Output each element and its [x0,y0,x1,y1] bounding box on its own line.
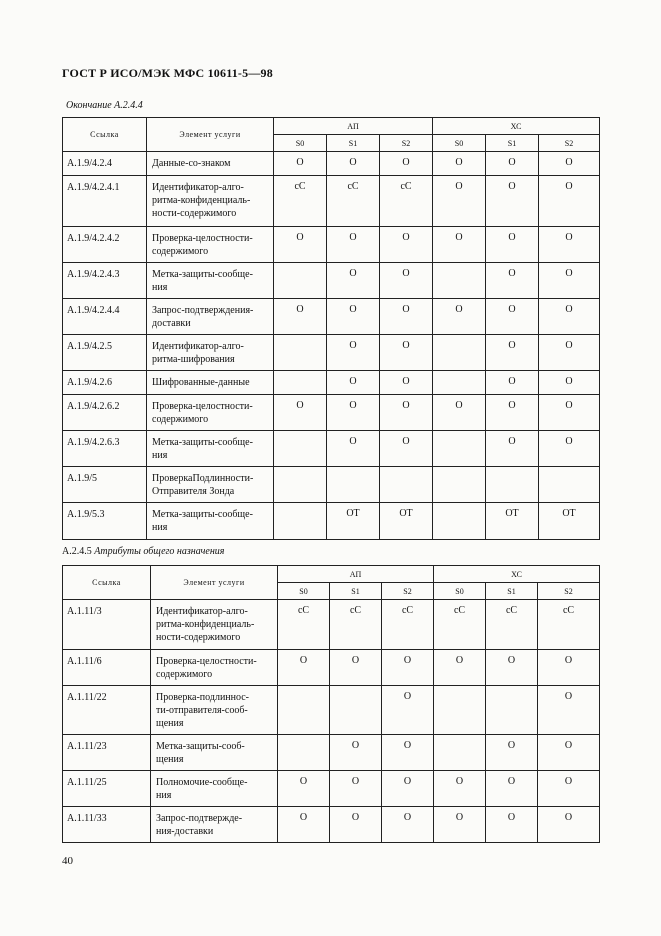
row-value: OT [380,503,433,540]
row-value [434,686,486,735]
row-service-element: Идентификатор-алго- ритма-конфиденциаль- ности-содержимого [151,600,278,650]
table-row [63,503,600,540]
row-value [486,686,538,735]
row-value: cC [330,600,382,650]
row-service-element: Проверка-целостности- содержимого [147,227,274,263]
row-value: O [434,650,486,686]
row-value [486,467,539,503]
page-number: 40 [62,855,73,867]
row-value: O [486,807,538,843]
column-header-ref: Ссылка [63,566,151,600]
row-value [274,431,327,467]
row-value: O [434,807,486,843]
sub-header: S1 [330,583,382,600]
row-value: O [327,152,380,176]
row-value: O [274,227,327,263]
row-value: O [382,650,434,686]
row-value: O [380,335,433,371]
row-value: O [380,371,433,395]
sub-header: S0 [434,583,486,600]
row-value: O [486,371,539,395]
table1-caption: Окончание А.2.4.4 [66,100,143,111]
row-value: O [382,807,434,843]
table-row [63,600,600,650]
table-row [63,227,600,263]
row-reference: A.1.9/4.2.5 [63,335,147,371]
sub-header: S1 [486,135,539,152]
row-reference: A.1.9/4.2.6.2 [63,395,147,431]
row-reference: A.1.9/4.2.4.2 [63,227,147,263]
row-value [539,467,600,503]
row-value: O [327,371,380,395]
row-reference: A.1.11/6 [63,650,151,686]
row-value: O [380,227,433,263]
row-service-element: Проверка-подлиннос- ти-отправителя-сооб- щения [151,686,278,735]
row-reference: A.1.11/23 [63,735,151,771]
table2-caption [62,546,224,557]
row-value: cC [434,600,486,650]
row-reference: A.1.9/4.2.4.1 [63,176,147,227]
row-value: O [539,227,600,263]
column-header-element: Элемент услуги [147,118,274,152]
table2-caption-title: Атрибуты общего назначения [94,546,225,557]
row-value: O [380,395,433,431]
row-reference: A.1.9/4.2.6 [63,371,147,395]
row-value: O [539,371,600,395]
row-value: O [380,263,433,299]
row-value: O [486,227,539,263]
row-value: O [327,395,380,431]
sub-header: S2 [382,583,434,600]
table-row [63,650,600,686]
table-row [63,335,600,371]
row-value: O [434,771,486,807]
row-value [274,263,327,299]
row-reference: A.1.11/22 [63,686,151,735]
row-value: O [278,650,330,686]
row-value [278,686,330,735]
row-value: O [380,431,433,467]
row-reference: A.1.9/5.3 [63,503,147,540]
group-header-xc: ХС [433,118,600,135]
row-value: O [539,263,600,299]
row-value: O [539,299,600,335]
row-service-element: ПроверкаПодлинности- Отправителя Зонда [147,467,274,503]
row-service-element: Запрос-подтверждения- доставки [147,299,274,335]
row-service-element: Запрос-подтвержде- ния-доставки [151,807,278,843]
table-2 [62,565,600,843]
row-value: O [486,299,539,335]
group-header-xc: ХС [434,566,600,583]
table-row [63,395,600,431]
row-value: O [433,395,486,431]
table-row [63,467,600,503]
row-value: O [486,263,539,299]
table-row [63,371,600,395]
row-value: O [433,152,486,176]
table2-caption-number: A.2.4.5 [62,546,92,557]
column-header-ref: Ссылка [63,118,147,152]
table-row [63,686,600,735]
row-value: O [486,431,539,467]
row-service-element: Идентификатор-алго- ритма-конфиденциаль- ности-содержимого [147,176,274,227]
row-value [434,735,486,771]
row-service-element: Проверка-целостности- содержимого [151,650,278,686]
sub-header: S0 [278,583,330,600]
row-value: O [327,335,380,371]
row-value: O [538,650,600,686]
row-value: O [382,735,434,771]
row-value: O [274,395,327,431]
row-value: cC [278,600,330,650]
row-value: O [278,807,330,843]
row-value: cC [382,600,434,650]
table-row [63,807,600,843]
row-value: O [330,771,382,807]
table-row [63,771,600,807]
row-value: O [327,299,380,335]
document-header: ГОСТ Р ИСО/МЭК МФС 10611-5—98 [62,66,273,80]
row-value [274,335,327,371]
row-reference: A.1.9/4.2.4 [63,152,147,176]
row-value: O [538,771,600,807]
row-value: O [327,431,380,467]
row-value: O [486,152,539,176]
row-reference: A.1.9/5 [63,467,147,503]
row-value: O [433,176,486,227]
sub-header: S2 [538,583,600,600]
sub-header: S0 [433,135,486,152]
row-value: O [330,735,382,771]
row-value: O [278,771,330,807]
row-value: O [539,395,600,431]
row-value: O [327,263,380,299]
table-row [63,735,600,771]
row-value [274,467,327,503]
table-row [63,299,600,335]
row-value: O [433,227,486,263]
row-reference: A.1.9/4.2.4.3 [63,263,147,299]
group-header-ap: АП [274,118,433,135]
row-value [274,371,327,395]
row-value: O [433,299,486,335]
row-value: O [274,299,327,335]
row-service-element: Метка-защиты-сообще- ния [147,503,274,540]
row-value [433,467,486,503]
row-service-element: Метка-защиты-сообще- ния [147,263,274,299]
row-value: O [274,152,327,176]
row-service-element: Идентификатор-алго- ритма-шифрования [147,335,274,371]
row-value: O [382,771,434,807]
row-value: OT [486,503,539,540]
sub-header: S1 [327,135,380,152]
group-header-ap: АП [278,566,434,583]
row-value: cC [274,176,327,227]
row-value: O [538,807,600,843]
sub-header: S2 [539,135,600,152]
row-value [278,735,330,771]
row-value: O [539,335,600,371]
sub-header: S2 [380,135,433,152]
row-value: O [538,735,600,771]
row-service-element: Проверка-целостности- содержимого [147,395,274,431]
row-value [433,263,486,299]
row-value [327,467,380,503]
row-service-element: Полномочие-сообще- ния [151,771,278,807]
row-value: O [486,650,538,686]
row-value: OT [539,503,600,540]
row-value [433,503,486,540]
table-row [63,431,600,467]
row-service-element: Данные-со-знаком [147,152,274,176]
row-reference: A.1.9/4.2.6.3 [63,431,147,467]
row-value: O [538,686,600,735]
row-value: O [486,176,539,227]
row-reference: A.1.11/25 [63,771,151,807]
row-value: cC [486,600,538,650]
row-reference: A.1.9/4.2.4.4 [63,299,147,335]
sub-header: S1 [486,583,538,600]
row-value [274,503,327,540]
row-value: O [486,335,539,371]
row-value: cC [380,176,433,227]
row-reference: A.1.11/33 [63,807,151,843]
row-value [433,335,486,371]
row-value: O [382,686,434,735]
row-value: OT [327,503,380,540]
row-value: cC [327,176,380,227]
row-value [433,431,486,467]
row-value [433,371,486,395]
column-header-element: Элемент услуги [151,566,278,600]
row-reference: A.1.11/3 [63,600,151,650]
row-value: O [327,227,380,263]
row-value: O [330,650,382,686]
row-service-element: Шифрованные-данные [147,371,274,395]
row-value: O [330,807,382,843]
row-value: O [380,299,433,335]
table-row [63,152,600,176]
row-service-element: Метка-защиты-сообще- ния [147,431,274,467]
row-value [330,686,382,735]
table-row [63,176,600,227]
table-1 [62,117,600,540]
row-value: O [486,735,538,771]
row-value: O [539,176,600,227]
table-row [63,263,600,299]
row-value: O [380,152,433,176]
row-value: O [486,771,538,807]
row-service-element: Метка-защиты-сооб- щения [151,735,278,771]
row-value: cC [538,600,600,650]
row-value [380,467,433,503]
row-value: O [539,152,600,176]
row-value: O [486,395,539,431]
row-value: O [539,431,600,467]
sub-header: S0 [274,135,327,152]
